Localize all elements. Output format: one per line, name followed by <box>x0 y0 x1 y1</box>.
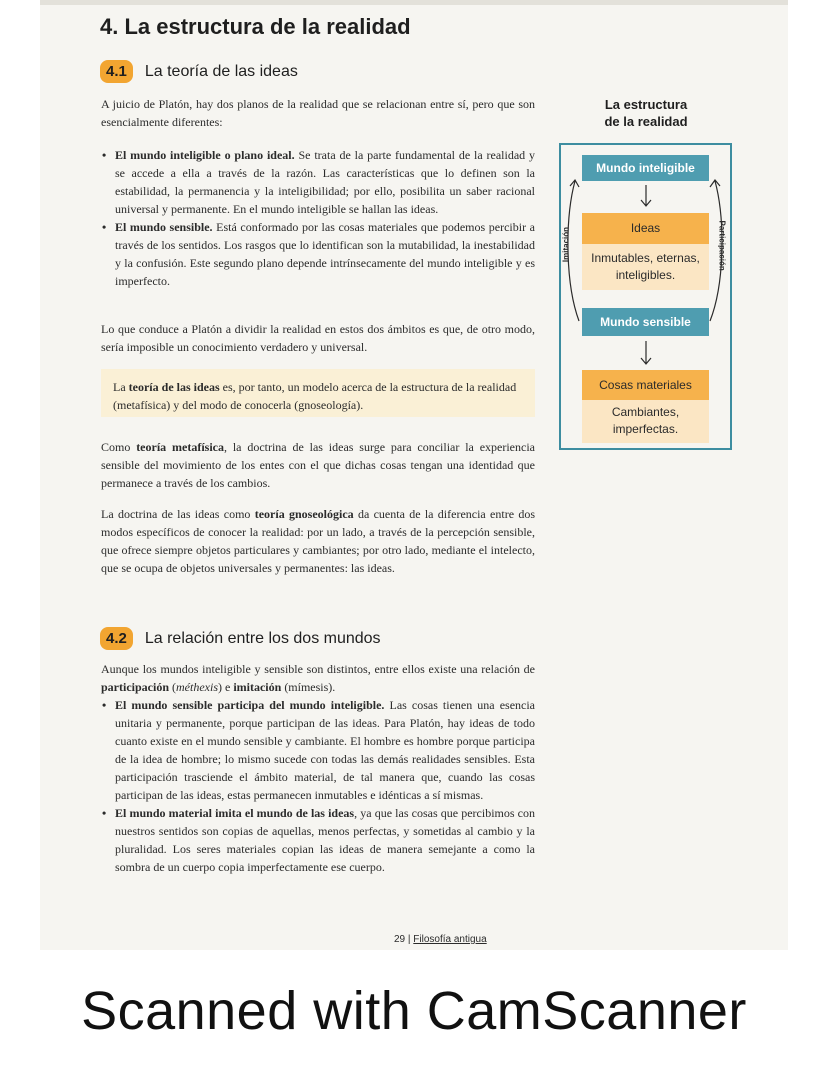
diagram-title <box>580 96 712 130</box>
term-italic: méthexis <box>176 680 218 694</box>
text-run: Como <box>101 440 137 454</box>
section-number-badge: 4.1 <box>100 60 133 83</box>
bullet-term: El mundo material imita el mundo de las ideas <box>115 806 355 820</box>
bullet-term: El mundo sensible. <box>115 220 213 234</box>
diagram-title-line: La estructura <box>604 97 688 112</box>
term-bold: teoría gnoseológica <box>254 507 354 521</box>
scanner-watermark: Scanned with CamScanner <box>81 981 747 1041</box>
bullet-text: Se trata de la parte fundamental de la realidad y se accede a ella a través de la razón. Las características que lo definen son la estabilidad, la permanencia y la inteligibilidad; por ello, posibilita un saber racional universal y permanente. En el mundo inteligible se hallan las ideas. <box>115 148 536 216</box>
section-header-4-2 <box>100 627 381 650</box>
term-bold: teoría metafísica <box>136 440 224 454</box>
page-number: 29 <box>394 934 406 945</box>
text-run: es, por tanto, un modelo acerca de la estructura de la realidad (metafísica) y del modo de conocerla (gnoseología). <box>113 380 517 412</box>
page-top-edge <box>40 0 788 5</box>
bullet-term: El mundo inteligible o plano ideal. <box>115 148 295 162</box>
box-cosas-materiales: Cosas materiales <box>582 370 709 400</box>
text-run: La doctrina de las ideas como <box>101 507 255 521</box>
text-run: da cuenta de la diferencia entre dos modos específicos de conocer la realidad: por un lado, a través de la percepción sensible, que ofrece siempre objetos particulares y cambiantes; por otro lado, mediante el intelecto, que se ocupa de objetos universales y permanentes: las ideas. <box>101 507 536 575</box>
bullet-term: El mundo sensible participa del mundo inteligible. <box>115 698 385 712</box>
section-header-4-1 <box>100 60 298 83</box>
text-run: (mímesis). <box>281 680 336 694</box>
description-line: imperfectas. <box>612 422 679 436</box>
chapter-title: 4. La estructura de la realidad <box>100 14 411 39</box>
box-mundo-inteligible: Mundo inteligible <box>582 155 709 181</box>
bullet-text: , ya que las cosas que percibimos con nuestros sentidos son copias de aquellas, menos perfectas, y sometidas al cambio y la pluralidad. Los seres materiales copian las ideas de manera semejante a como la sombra de un cuerpo copia imperfectamente ese cuerpo. <box>115 806 536 874</box>
bullet-list-worlds <box>101 146 535 290</box>
bullet-list-relations <box>101 696 535 876</box>
intro-paragraph-relation <box>101 660 535 696</box>
arrow-down-icon <box>641 341 651 364</box>
text-run: La <box>113 380 129 394</box>
page-footer <box>394 934 487 945</box>
footer-section-name: Filosofía antigua <box>413 934 487 945</box>
highlight-box <box>101 369 535 417</box>
label-participacion: Participación <box>717 220 727 271</box>
diagram-title-line: de la realidad <box>604 114 688 129</box>
intro-paragraph: A juicio de Platón, hay dos planos de la realidad que se relacionan entre sí, pero que son esencialmente diferentes: <box>101 97 535 129</box>
term-bold: participación <box>101 680 169 694</box>
paragraph-gnoseology <box>101 505 535 577</box>
paragraph-metaphysics <box>101 438 535 492</box>
text-run: ( <box>169 680 176 694</box>
text-run: Aunque los mundos inteligible y sensible son distintos, entre ellos existe una relación de <box>101 662 535 676</box>
description-line: Inmutables, eternas, <box>591 251 700 265</box>
bullet-text: Las cosas tienen una esencia unitaria y permanente, porque participan de las ideas. Para Platón, hay ideas de todo cuanto existe en el mundo sensible y cambiante. El hombre es hombre porque participa de la idea de hombre; lo mismo sucede con todas las demás realidades sensibles. Esta participación trasciende el ámbito material, de tal manera que, cuando las cosas participan de las ideas, estas permanecen inmutables e idénticas a sí mismas. <box>115 698 536 802</box>
highlight-text <box>101 369 535 414</box>
section-number-badge: 4.2 <box>100 627 133 650</box>
label-imitacion: Imitación <box>561 226 571 263</box>
section-title: La teoría de las ideas <box>144 62 298 80</box>
arrow-down-icon <box>641 185 651 206</box>
paragraph-division: Lo que conduce a Platón a dividir la realidad en estos dos ámbitos es que, de otro modo, sería imposible un conocimiento verdadero y universal. <box>101 322 535 354</box>
list-item <box>101 218 535 290</box>
bullet-text: Está conformado por las cosas materiales que podemos percibir a través de los sentidos. Los rasgos que lo identifican son la mutabilidad, la inestabilidad y la confusión. Este segundo plano depende intrínsecamente del mundo inteligible y es imperfecto. <box>115 220 535 288</box>
footer-divider: | <box>407 934 414 945</box>
description-line: Cambiantes, <box>611 405 680 419</box>
highlight-term: teoría de las ideas <box>128 380 220 394</box>
box-mundo-sensible: Mundo sensible <box>582 308 709 336</box>
list-item <box>101 146 535 218</box>
list-item <box>101 804 535 876</box>
description-line: inteligibles. <box>615 268 676 282</box>
term-bold: imitación <box>233 680 282 694</box>
diagram-arrows <box>559 143 732 450</box>
section-title: La relación entre los dos mundos <box>144 629 381 647</box>
list-item <box>101 696 535 804</box>
text-run: ) e <box>217 680 234 694</box>
box-ideas: Ideas <box>582 213 709 244</box>
text-run: , la doctrina de las ideas surge para conciliar la experiencia sensible del movimiento de los entes con el que dichas cosas tengan una identidad que permanece a través de los cambios. <box>101 440 535 490</box>
